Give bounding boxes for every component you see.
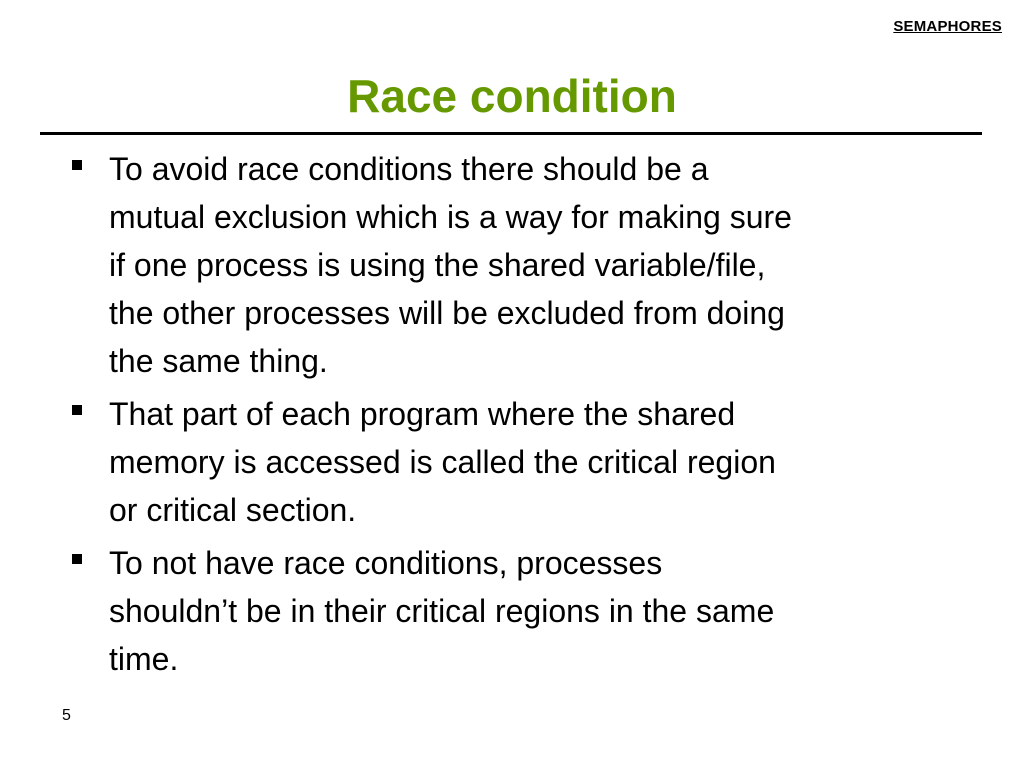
bullet-line: To not have race conditions, processes <box>109 545 663 581</box>
slide-title: Race condition <box>347 70 677 122</box>
page-number: 5 <box>62 707 71 724</box>
bullet-item <box>72 390 972 534</box>
bullet-item <box>72 145 972 385</box>
square-bullet-icon <box>72 160 82 170</box>
bullet-line: shouldn’t be in their critical regions in the same <box>109 593 775 629</box>
square-bullet-icon <box>72 405 82 415</box>
bullet-line: the other processes will be excluded from doing <box>109 295 785 331</box>
bullet-line: time. <box>109 641 179 677</box>
bullet-line: if one process is using the shared variable/file, <box>109 247 766 283</box>
bullet-line: or critical section. <box>109 492 357 528</box>
bullet-item <box>72 539 972 683</box>
bullet-line: That part of each program where the shared <box>109 396 736 432</box>
bullet-line: mutual exclusion which is a way for making sure <box>109 199 792 235</box>
bullet-list <box>72 145 972 688</box>
bullet-line: memory is accessed is called the critical region <box>109 444 776 480</box>
square-bullet-icon <box>72 554 82 564</box>
bullet-line: the same thing. <box>109 343 328 379</box>
section-label: SEMAPHORES <box>893 18 1002 35</box>
title-divider <box>40 132 982 135</box>
bullet-line: To avoid race conditions there should be a <box>109 151 709 187</box>
